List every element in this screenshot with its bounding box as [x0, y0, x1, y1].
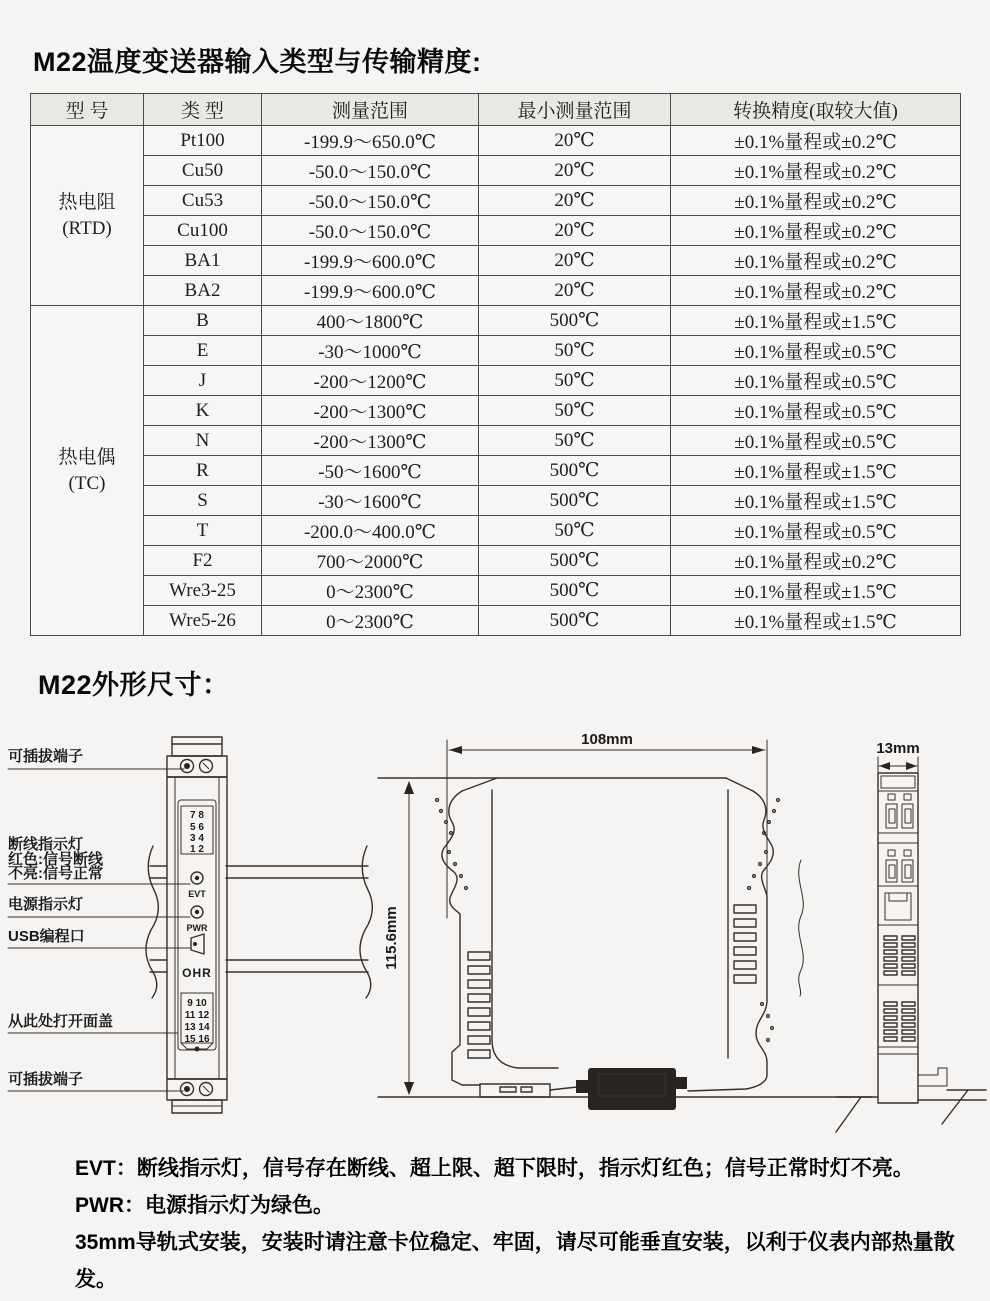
- table-row: [31, 306, 961, 336]
- cell-type: E: [144, 336, 262, 366]
- cell-accuracy: ±0.1%量程或±0.5℃: [671, 516, 961, 546]
- rail-lock: [576, 1068, 687, 1110]
- cell-accuracy: ±0.1%量程或±0.5℃: [671, 336, 961, 366]
- cell-min_range: 50℃: [479, 426, 671, 456]
- table-row: [31, 156, 961, 186]
- cell-accuracy: ±0.1%量程或±0.2℃: [671, 246, 961, 276]
- svg-text:5 6: 5 6: [190, 822, 204, 833]
- label-break-indicator-1: 断线指示灯: [8, 836, 84, 853]
- cell-min_range: 500℃: [479, 306, 671, 336]
- table-row: [31, 396, 961, 426]
- model-abbr: (RTD): [62, 217, 112, 239]
- cell-range: -30～1600℃: [262, 486, 479, 516]
- cell-type: T: [144, 516, 262, 546]
- cell-type: Cu50: [144, 156, 262, 186]
- cell-type: Pt100: [144, 126, 262, 156]
- cell-range: -50.0～150.0℃: [262, 156, 479, 186]
- terminal-numbers-bottom: 9 10: [187, 998, 207, 1009]
- terminal-numbers-top: 7 8: [190, 810, 204, 821]
- cell-min_range: 50℃: [479, 336, 671, 366]
- cell-range: -200.0～400.0℃: [262, 516, 479, 546]
- front-view-labels: [8, 747, 190, 1091]
- transmitter-front-body: [167, 737, 227, 1113]
- cell-type: S: [144, 486, 262, 516]
- cell-accuracy: ±0.1%量程或±0.5℃: [671, 366, 961, 396]
- label-open-cover: 从此处打开面盖: [8, 1013, 114, 1030]
- cell-min_range: 500℃: [479, 546, 671, 576]
- table-row: [31, 336, 961, 366]
- svg-text:11 12: 11 12: [184, 1010, 210, 1021]
- cell-min_range: 20℃: [479, 126, 671, 156]
- label-usb-port: USB编程口: [8, 928, 85, 945]
- cell-range: -200～1300℃: [262, 396, 479, 426]
- cell-min_range: 50℃: [479, 366, 671, 396]
- cell-type: BA1: [144, 246, 262, 276]
- cell-range: -199.9～650.0℃: [262, 126, 479, 156]
- table-row: [31, 546, 961, 576]
- height-dim-label: 115.6mm: [383, 906, 400, 970]
- col-header-type: 类 型: [144, 94, 262, 126]
- note-mounting: 35mm导轨式安装，安装时请注意卡位稳定、牢固，请尽可能垂直安装，以利于仪表内部热量散发。: [75, 1231, 955, 1291]
- model-name: 热电阻: [58, 191, 116, 213]
- width-dimension: [447, 731, 767, 1000]
- cell-accuracy: ±0.1%量程或±1.5℃: [671, 456, 961, 486]
- svg-text:1 2: 1 2: [190, 844, 204, 855]
- cell-accuracy: ±0.1%量程或±0.2℃: [671, 276, 961, 306]
- col-header-min-range: 最小测量范围: [479, 94, 671, 126]
- cell-type: J: [144, 366, 262, 396]
- evt-led-label: EVT: [188, 889, 206, 899]
- cell-range: 700～2000℃: [262, 546, 479, 576]
- cell-type: Cu53: [144, 186, 262, 216]
- usb-port-icon: [191, 934, 204, 954]
- cell-type: Wre5-26: [144, 606, 262, 636]
- cell-range: -50.0～150.0℃: [262, 216, 479, 246]
- narrow-dim-label: 13mm: [876, 740, 920, 757]
- table-row: [31, 366, 961, 396]
- col-header-model: 型 号: [31, 94, 144, 126]
- page-title: M22温度变送器输入类型与传输精度:: [33, 47, 482, 77]
- label-pluggable-terminal-bottom: 可插拔端子: [8, 1071, 84, 1088]
- side-view-drawing: [378, 731, 872, 1110]
- model-group-cell: [31, 126, 144, 306]
- cell-range: -200～1200℃: [262, 366, 479, 396]
- brand-logo: OHR: [182, 966, 212, 980]
- cell-range: -199.9～600.0℃: [262, 246, 479, 276]
- cell-range: 0～2300℃: [262, 576, 479, 606]
- width-dim-label: 108mm: [581, 731, 633, 748]
- dimensions-title: M22外形尺寸：: [38, 670, 230, 700]
- table-header-row: [31, 94, 961, 126]
- cell-min_range: 20℃: [479, 246, 671, 276]
- dimension-drawings: [0, 713, 990, 1158]
- model-abbr: (TC): [68, 472, 106, 494]
- cell-accuracy: ±0.1%量程或±0.5℃: [671, 396, 961, 426]
- cell-range: -200～1300℃: [262, 426, 479, 456]
- table-row: [31, 186, 961, 216]
- table-row: [31, 576, 961, 606]
- din-rail: [146, 846, 372, 998]
- cell-min_range: 20℃: [479, 216, 671, 246]
- label-break-indicator-3: 不亮:信号正常: [8, 865, 103, 882]
- cell-accuracy: ±0.1%量程或±1.5℃: [671, 306, 961, 336]
- cell-type: B: [144, 306, 262, 336]
- table-row: [31, 606, 961, 636]
- table-row: [31, 516, 961, 546]
- cell-accuracy: ±0.1%量程或±0.5℃: [671, 426, 961, 456]
- cell-type: N: [144, 426, 262, 456]
- cell-min_range: 20℃: [479, 156, 671, 186]
- table-row: [31, 216, 961, 246]
- side-housing: [378, 778, 872, 1110]
- svg-text:15 16: 15 16: [184, 1034, 210, 1045]
- height-dimension: [383, 781, 414, 1095]
- label-power-indicator: 电源指示灯: [8, 896, 84, 913]
- label-pluggable-terminal-top: 可插拔端子: [8, 748, 84, 765]
- table-row: [31, 126, 961, 156]
- spec-table: [30, 93, 961, 636]
- cell-min_range: 50℃: [479, 516, 671, 546]
- cell-range: -30～1000℃: [262, 336, 479, 366]
- svg-text:13 14: 13 14: [184, 1022, 210, 1033]
- note-pwr: PWR：电源指示灯为绿色。: [75, 1194, 334, 1217]
- table-row: [31, 486, 961, 516]
- cell-accuracy: ±0.1%量程或±0.2℃: [671, 216, 961, 246]
- table-row: [31, 426, 961, 456]
- cell-range: -50～1600℃: [262, 456, 479, 486]
- cell-type: R: [144, 456, 262, 486]
- svg-text:3 4: 3 4: [190, 833, 204, 844]
- cell-min_range: 500℃: [479, 606, 671, 636]
- col-header-accuracy: 转换精度(取较大值): [671, 94, 961, 126]
- table-row: [31, 246, 961, 276]
- side-vent-slots: [468, 905, 756, 1058]
- front-view-drawing: [8, 737, 372, 1113]
- notes: [75, 1150, 983, 1298]
- cell-type: F2: [144, 546, 262, 576]
- cell-min_range: 500℃: [479, 576, 671, 606]
- table-row: [31, 276, 961, 306]
- cell-accuracy: ±0.1%量程或±1.5℃: [671, 576, 961, 606]
- col-header-range: 测量范围: [262, 94, 479, 126]
- cell-accuracy: ±0.1%量程或±0.2℃: [671, 186, 961, 216]
- model-group-cell: [31, 306, 144, 636]
- cell-type: Wre3-25: [144, 576, 262, 606]
- cell-range: -199.9～600.0℃: [262, 276, 479, 306]
- cell-min_range: 500℃: [479, 456, 671, 486]
- table-row: [31, 456, 961, 486]
- narrow-view-drawing: [836, 740, 986, 1132]
- cell-range: 400～1800℃: [262, 306, 479, 336]
- cell-type: K: [144, 396, 262, 426]
- narrow-dimension: [876, 740, 919, 772]
- cell-accuracy: ±0.1%量程或±1.5℃: [671, 486, 961, 516]
- cell-min_range: 20℃: [479, 186, 671, 216]
- cell-range: 0～2300℃: [262, 606, 479, 636]
- cell-accuracy: ±0.1%量程或±0.2℃: [671, 126, 961, 156]
- bottom-feet: [480, 1084, 586, 1097]
- note-evt: EVT：断线指示灯，信号存在断线、超上限、超下限时，指示灯红色；信号正常时灯不亮。: [75, 1157, 914, 1180]
- cell-accuracy: ±0.1%量程或±1.5℃: [671, 606, 961, 636]
- model-name: 热电偶: [58, 446, 116, 468]
- cell-type: Cu100: [144, 216, 262, 246]
- cell-min_range: 50℃: [479, 396, 671, 426]
- cell-min_range: 500℃: [479, 486, 671, 516]
- pwr-led-label: PWR: [186, 923, 208, 933]
- narrow-vent-slots: [884, 936, 915, 1041]
- cell-accuracy: ±0.1%量程或±0.2℃: [671, 156, 961, 186]
- cell-range: -50.0～150.0℃: [262, 186, 479, 216]
- cell-type: BA2: [144, 276, 262, 306]
- cell-min_range: 20℃: [479, 276, 671, 306]
- cell-accuracy: ±0.1%量程或±0.2℃: [671, 546, 961, 576]
- narrow-housing: [836, 773, 986, 1132]
- narrow-rail-lines: [836, 1090, 986, 1132]
- label-break-indicator-2: 红色:信号断线: [8, 851, 103, 868]
